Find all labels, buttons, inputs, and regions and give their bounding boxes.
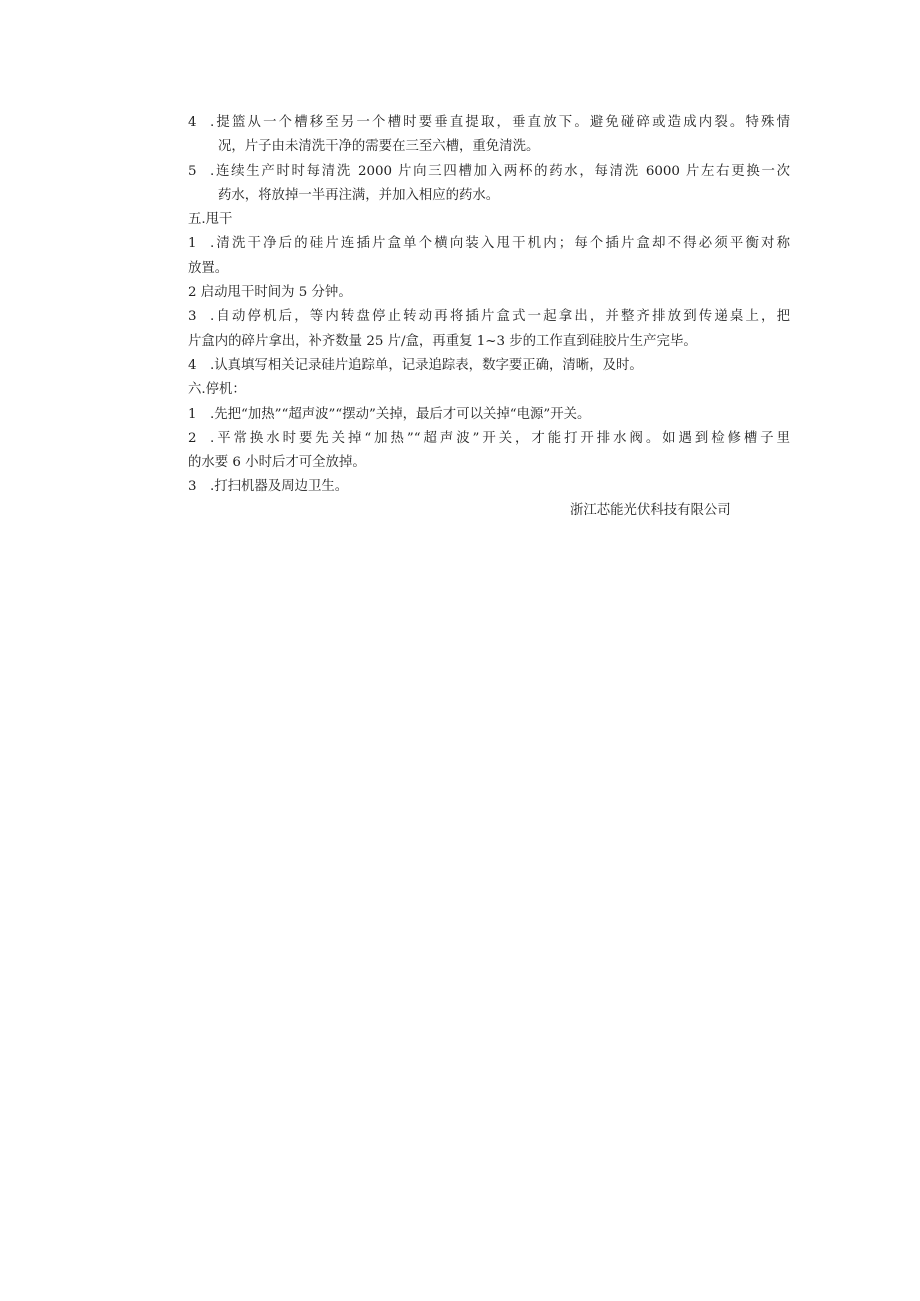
item-text: .平常换水时要先关掉“加热”“超声波”开关，才能打开排水阀。如遇到检修槽子里 (210, 430, 790, 446)
item-number: 2 (188, 430, 197, 446)
company-name: 浙江芯能光伏科技有限公司 (570, 503, 731, 518)
item-number: 4 (188, 115, 197, 130)
list-item (188, 427, 790, 476)
item-number: 5 (188, 163, 197, 179)
item-text: .先把“加热”“超声波”“摆动”关掉，最后才可以关掉“电源”开关。 (210, 406, 591, 422)
item-number: 3 (188, 479, 197, 495)
section-heading-shutdown: 六.停机： (188, 382, 246, 398)
item-text-continued: 药水，将放掉一半再注满，并加入相应的药水。 (218, 187, 500, 203)
list-item (188, 403, 790, 427)
document-body (188, 111, 790, 500)
item-text: .认真填写相关记录硅片追踪单，记录追踪表，数字要正确，清晰，及时。 (210, 357, 643, 373)
item-text: .打扫机器及周边卫生。 (210, 479, 349, 495)
section-heading-spin-dry: 五.甩干 (188, 212, 233, 228)
item-text: .连续生产时时每清洗 2000 片向三四槽加入两杯的药水，每清洗 6000 片左右更换一次 (210, 163, 790, 179)
item-text: .提篮从一个槽移至另一个槽时要垂直提取，垂直放下。避免碰碎或造成内裂。特殊情 (210, 115, 790, 130)
list-item (188, 232, 790, 281)
list-item (188, 305, 790, 354)
item-text: .自动停机后，等内转盘停止转动再将插片盒式一起拿出，并整齐排放到传递桌上，把 (210, 309, 790, 325)
list-item (188, 281, 790, 305)
item-number: 4 (188, 357, 197, 373)
item-text: .清洗干净后的硅片连插片盒单个横向装入甩干机内；每个插片盒却不得必须平衡对称 (210, 236, 790, 252)
item-text-continued: 况，片子由未清洗干净的需要在三至六槽，重免清洗。 (218, 139, 540, 155)
item-text-continued: 放置。 (188, 260, 229, 276)
list-item (188, 475, 790, 499)
item-number: 1 (188, 236, 197, 252)
list-item (188, 160, 790, 209)
item-number: 1 (188, 406, 197, 422)
list-item (188, 111, 790, 160)
item-number: 3 (188, 309, 197, 325)
item-text-continued: 片盒内的碎片拿出，补齐数量 25 片/盒，再重复 1~3 步的工作直到硅胶片生产完毕。 (188, 333, 697, 349)
item-text: 2 启动甩干时间为 5 分钟。 (188, 285, 352, 301)
list-item (188, 354, 790, 378)
item-text-continued: 的水要 6 小时后才可全放掉。 (188, 455, 366, 471)
